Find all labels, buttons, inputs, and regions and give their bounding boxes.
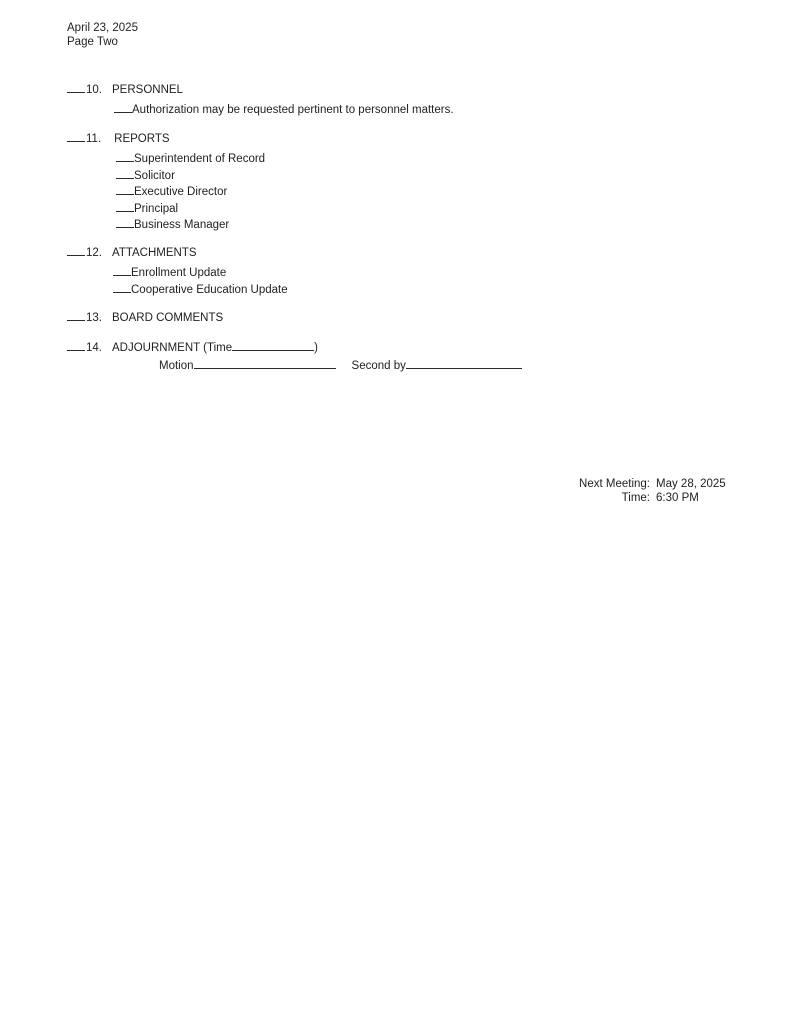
check-blank <box>67 81 85 93</box>
check-blank <box>116 200 134 212</box>
next-meeting-time: 6:30 PM <box>656 492 699 504</box>
list-item <box>116 167 265 184</box>
section-title-row <box>67 81 454 97</box>
reports-list <box>116 150 265 233</box>
list-item-label: Principal <box>134 202 179 215</box>
section-title-row <box>67 309 223 325</box>
section-number: 10. <box>86 84 102 96</box>
section-title-close: ) <box>314 342 318 354</box>
check-blank <box>116 183 134 195</box>
check-blank <box>67 244 85 256</box>
next-meeting-label: Next Meeting: <box>579 478 650 490</box>
list-item <box>116 150 265 167</box>
section-title-row <box>67 339 522 355</box>
attachments-list <box>113 264 288 297</box>
check-blank <box>67 309 85 321</box>
section-reports <box>67 130 265 233</box>
list-item <box>113 281 288 298</box>
next-meeting-date: May 28, 2025 <box>656 478 726 490</box>
page-header <box>67 22 138 50</box>
check-blank <box>116 216 134 228</box>
section-title-row <box>67 130 265 146</box>
list-item-label: Cooperative Education Update <box>131 283 288 296</box>
second-label: Second by <box>351 360 406 372</box>
next-meeting-time-row <box>560 492 730 506</box>
section-number: 13. <box>86 312 102 324</box>
next-meeting-row <box>560 478 730 492</box>
header-date: April 23, 2025 <box>67 22 138 34</box>
list-item-label: Authorization may be requested pertinent to personnel matters. <box>132 104 454 116</box>
section-attachments <box>67 244 288 297</box>
section-title: PERSONNEL <box>112 84 183 96</box>
section-title: ATTACHMENTS <box>112 247 197 259</box>
section-title: REPORTS <box>114 133 170 145</box>
section-number: 14. <box>86 342 102 354</box>
time-field <box>232 339 314 351</box>
check-blank <box>113 281 131 293</box>
list-item <box>114 101 454 118</box>
section-board-comments <box>67 309 223 325</box>
section-title-row <box>67 244 288 260</box>
list-item-label: Executive Director <box>134 186 228 198</box>
check-blank <box>116 150 134 162</box>
check-blank <box>114 101 132 113</box>
list-item-label: Solicitor <box>134 169 175 182</box>
second-field <box>406 357 522 369</box>
section-title: BOARD COMMENTS <box>112 312 224 324</box>
list-item <box>116 216 265 233</box>
section-title: ADJOURNMENT (Time <box>112 342 233 354</box>
motion-field <box>194 357 336 369</box>
section-number: 12. <box>86 247 102 259</box>
list-item-label: Business Manager <box>134 219 230 231</box>
next-meeting-info <box>560 478 730 506</box>
motion-label: Motion <box>159 360 194 372</box>
header-page-number: Page Two <box>67 36 118 48</box>
list-item <box>113 264 288 281</box>
check-blank <box>113 264 131 276</box>
check-blank <box>116 167 134 179</box>
motion-row <box>159 357 522 374</box>
list-item <box>116 183 265 200</box>
list-item-label: Superintendent of Record <box>134 153 266 165</box>
section-number: 11. <box>86 133 102 145</box>
time-label: Time: <box>621 492 650 504</box>
check-blank <box>67 339 85 351</box>
section-adjournment <box>67 339 522 374</box>
section-personnel <box>67 81 454 118</box>
check-blank <box>67 130 85 142</box>
list-item-label: Enrollment Update <box>131 267 227 279</box>
list-item <box>116 200 265 217</box>
